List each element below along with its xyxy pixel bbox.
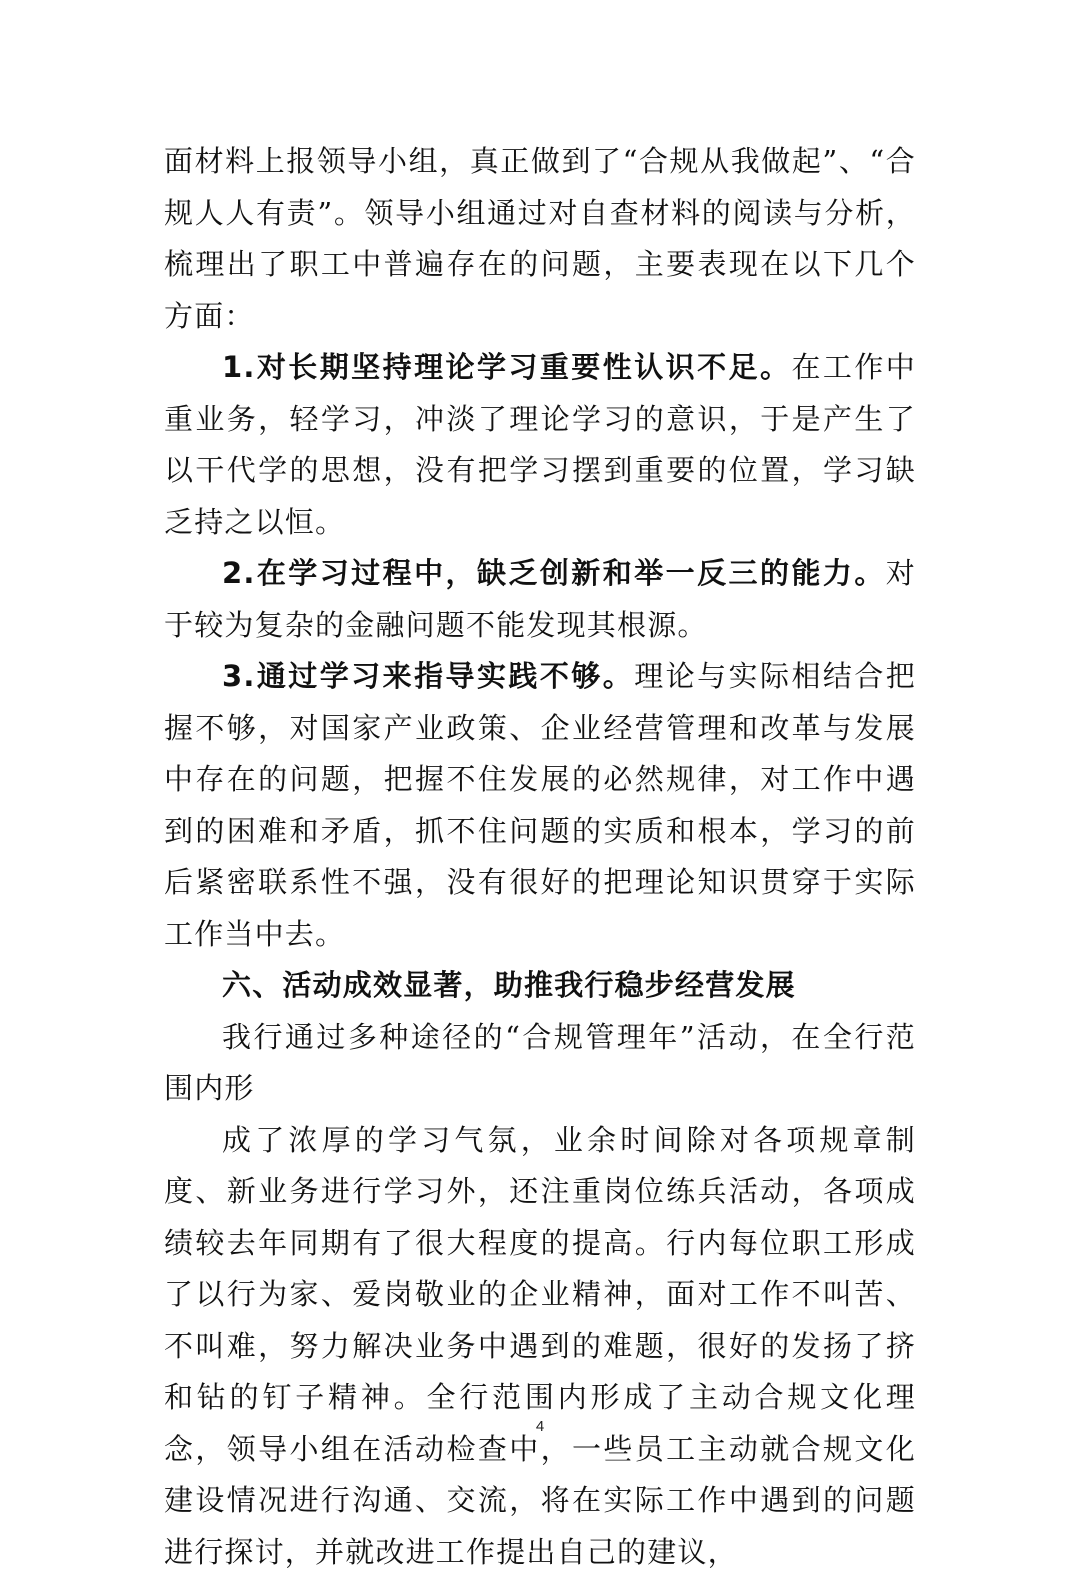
point-1-text: 在工作中重业务，轻学习，冲淡了理论学习的意识，于是产生了以干代学的思想，没有把学习摆到重要的位置，学习缺乏持之以恒。 <box>164 350 916 539</box>
point-2-text: 对于较为复杂的金融问题不能发现其根源。 <box>164 556 916 642</box>
point-3-text: 理论与实际相结合把握不够，对国家产业政策、企业经营管理和改革与发展中存在的问题，把握不住发展的必然规律，对工作中遇到的困难和矛盾，抓不住问题的实质和根本，学习的前后紧密联系性不强，没有很好的把理论知识贯穿于实际工作当中去。 <box>164 659 916 951</box>
paragraph-text: 面材料上报领导小组，真正做到了“合规从我做起”、“合规人人有责”。领导小组通过对自查材料的阅读与分析，梳理出了职工中普遍存在的问题，主要表现在以下几个方面： <box>164 144 916 333</box>
paragraph-text: 成了浓厚的学习气氛，业余时间除对各项规章制度、新业务进行学习外，还注重岗位练兵活动，各项成绩较去年同期有了很大程度的提高。行内每位职工形成了以行为家、爱岗敬业的企业精神，面对工作不叫苦、不叫难，努力解决业务中遇到的难题，很好的发扬了挤和钻的钉子精神。全行范围内形成了主动合规文化理念，领导小组在活动检查中，一些员工主动就合规文化建设情况进行沟通、交流，将在实际工作中遇到的问题进行探讨，并就改进工作提出自己的建议， <box>164 1123 916 1569</box>
paragraph-text: 我行通过多种途径的“合规管理年”活动，在全行范围内形 <box>164 1020 916 1106</box>
point-3-lead: 3.通过学习来指导实践不够。 <box>222 659 634 693</box>
point-2-lead: 2.在学习过程中，缺乏创新和举一反三的能力。 <box>222 556 886 590</box>
paragraph-point-3 <box>164 651 916 960</box>
point-1-lead: 1.对长期坚持理论学习重要性认识不足。 <box>222 350 791 384</box>
section-heading-6: 六、活动成效显著，助推我行稳步经营发展 <box>164 960 916 1012</box>
paragraph-section-6-body <box>164 1115 916 1578</box>
paragraph-continuation <box>164 136 916 342</box>
paragraph-point-2 <box>164 548 916 651</box>
paragraph-section-6-intro <box>164 1012 916 1115</box>
paragraph-point-1 <box>164 342 916 548</box>
page-number: 4 <box>0 1418 1080 1435</box>
body-text <box>164 136 916 1578</box>
